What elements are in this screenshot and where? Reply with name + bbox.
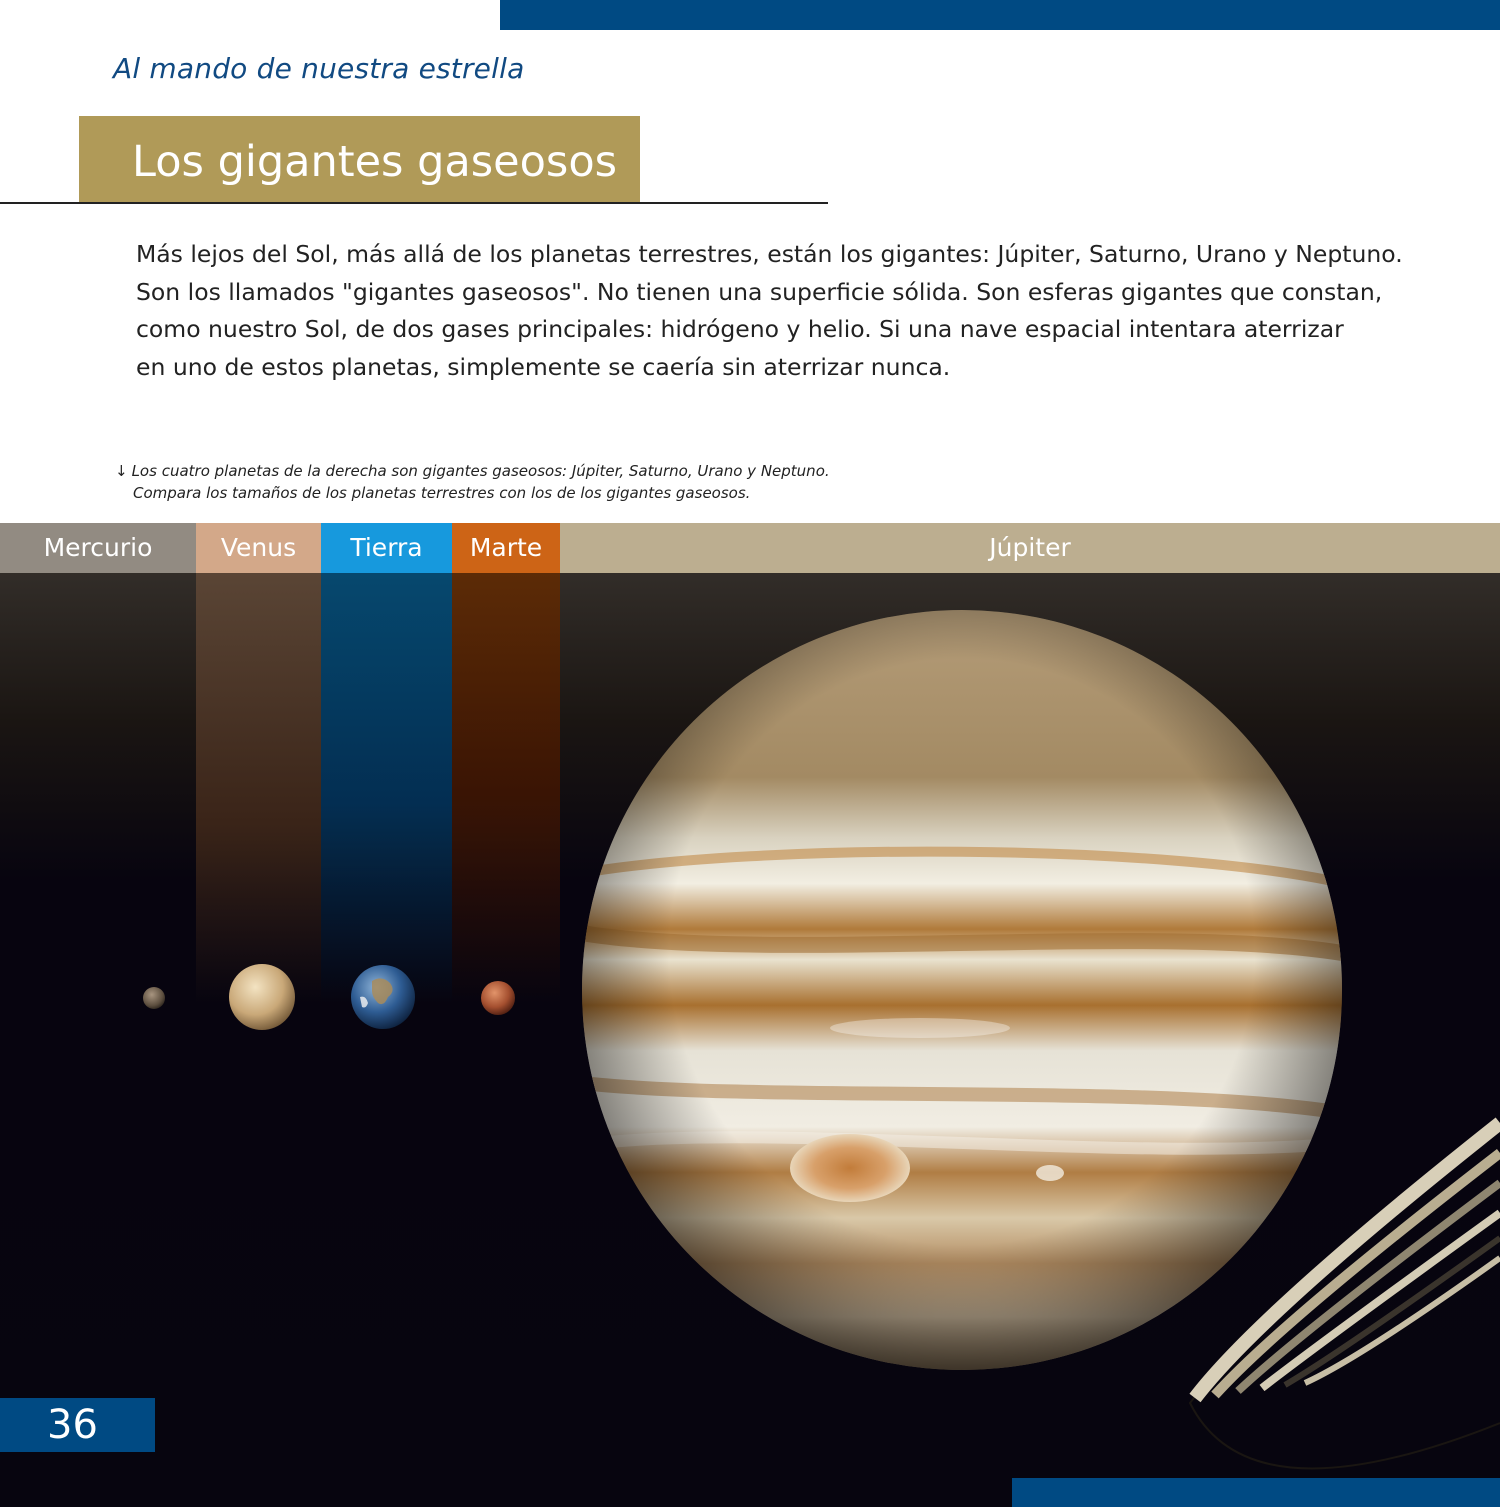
heading-box [79,116,640,202]
intro-line: Son los llamados "gigantes gaseosos". No tienen una superficie sólida. Son esferas gigantes que constan, [136,277,1383,306]
intro-line: en uno de estos planetas, simplemente se caería sin aterrizar nunca. [136,352,951,381]
page-number-text: 36 [47,1402,98,1448]
jupiter-planet [582,610,1342,1370]
intro-line: Más lejos del Sol, más allá de los planetas terrestres, están los gigantes: Júpiter, Saturno, Urano y Neptuno. [136,240,1403,268]
mercurio-planet [143,987,165,1009]
tierra-planet [351,965,415,1029]
label-mercurio: Mercurio [0,523,196,573]
page-heading: Los gigantes gaseosos [132,137,618,187]
intro-line: como nuestro Sol, de dos gases principales: hidrógeno y helio. Si una nave espacial intentara aterrizar [136,315,1344,343]
section-title: Al mando de nuestra estrella [113,52,525,85]
label-jupiter: Júpiter [560,523,1500,573]
planets-illustration [0,523,1500,1507]
figure-caption [115,460,830,504]
page-number [0,1398,155,1452]
caption-line: Los cuatro planetas de la derecha son gigantes gaseosos: Júpiter, Saturno, Urano y Neptuno. [131,462,830,480]
caption-line: Compara los tamaños de los planetas terrestres con los de los gigantes gaseosos. [133,484,751,502]
planet-comparison-figure [0,523,1500,1507]
arrow-down-icon: ↓ [115,462,128,480]
label-tierra: Tierra [321,523,452,573]
top-accent-bar [500,0,1500,30]
heading-rule [0,202,828,204]
label-marte: Marte [452,523,560,573]
marte-planet [481,981,515,1015]
bottom-accent-bar [1012,1478,1500,1507]
label-venus: Venus [196,523,321,573]
intro-paragraph [136,236,1436,386]
venus-planet [229,964,295,1030]
